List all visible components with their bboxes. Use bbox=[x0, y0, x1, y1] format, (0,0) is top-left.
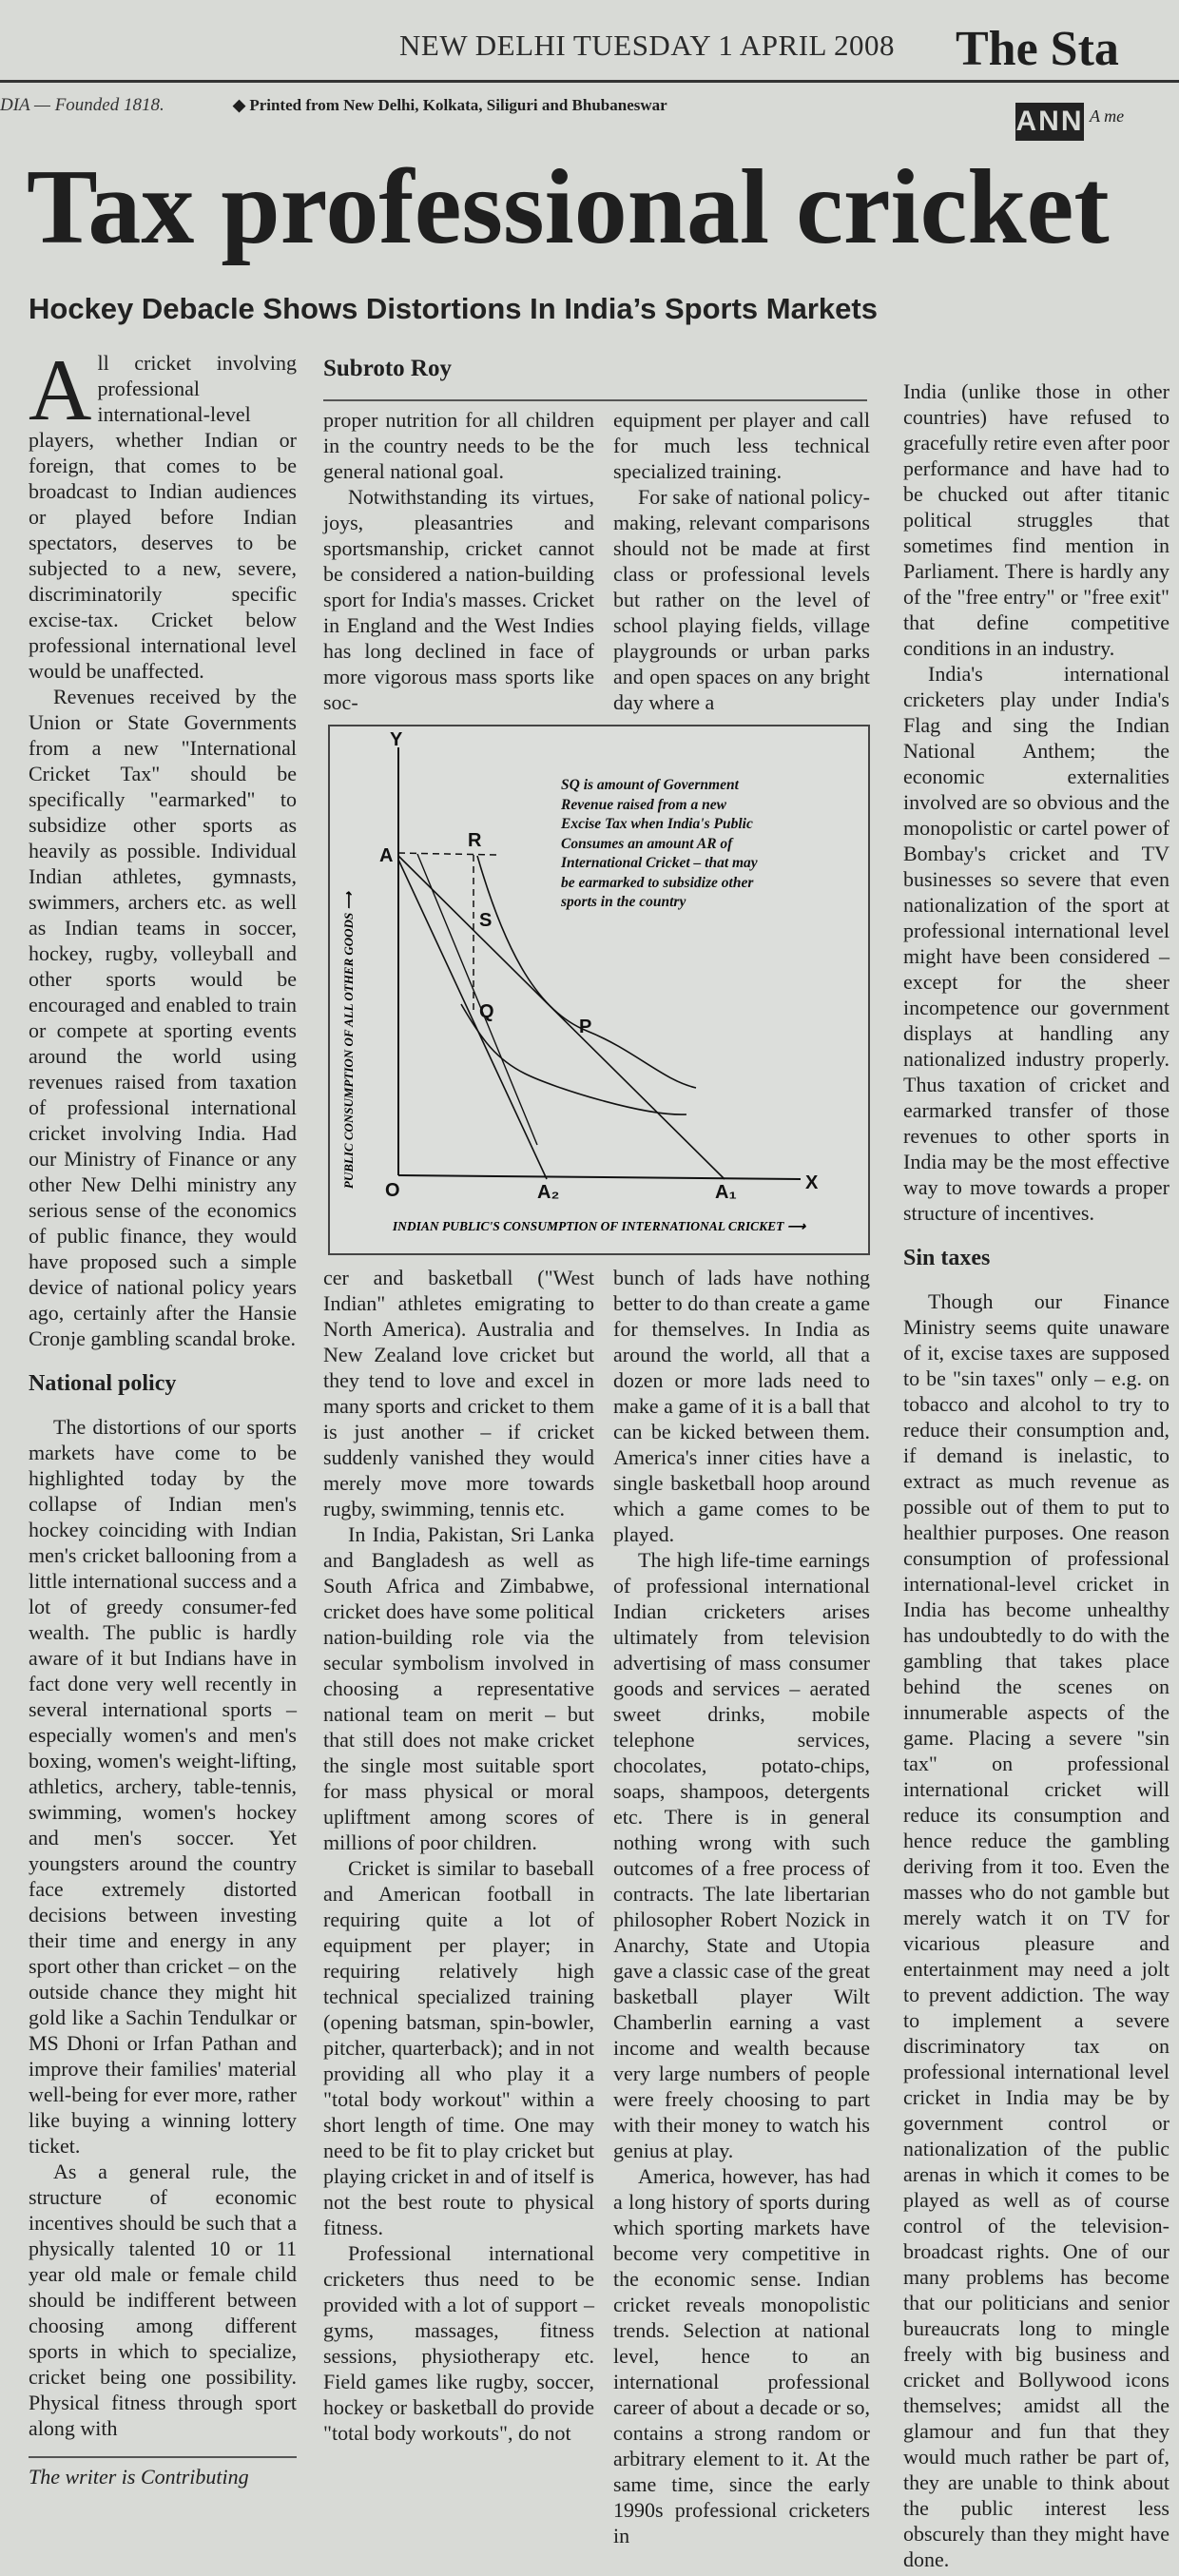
newspaper-masthead-logo: The Sta bbox=[956, 22, 1119, 76]
paragraph: The high life-time earnings of professional international Indian cricketers arises ultimately from television advertising of mass consumer goods and services – aerated sweet drinks, mobile telephone services, chocolates, potato-chips, soaps, shampoos, detergents etc. There is in general nothing wrong with such outcomes of a free process of contracts. The late libertarian philosopher Robert Nozick in Anarchy, State and Utopia gave a classic case of the great basketball player Wilt Chamberlin earning a vast income and wealth because very large numbers of people were freely choosing to part with their money to watch his genius at play. bbox=[613, 1548, 870, 2162]
paragraph-text: ll cricket involving professional international-level players, whether Indian or foreign, that comes to be broadcast to Indian audiences or played before Indian spectators, deserves to be subjected to a new, severe, discriminatorily specific excise-tax. Cricket below professional international level would be unaffected. bbox=[29, 351, 297, 683]
point-label-o: O bbox=[385, 1180, 400, 1201]
founded-line: DIA — Founded 1818. bbox=[0, 95, 164, 115]
dashed-line-ar bbox=[398, 853, 496, 855]
paragraph: America, however, has had a long history of sports during which sporting markets have become very competitive in the economic sense. Indian cricket reveals monopolistic trends. Selection at national level, hence to an international professional career of about a decade or so, contains a strong random or arbitrary element to it. At the same time, since the early 1990s professional cricketers in bbox=[613, 2164, 870, 2547]
dateline: NEW DELHI TUESDAY 1 APRIL 2008 bbox=[399, 29, 896, 62]
paragraph: Professional international cricketers thus need to be provided with a lot of support – gyms, massages, fitness sessions, physiotherapy etc. Field games like rugby, soccer, hockey or basketball do provide "total body workouts", do not bbox=[323, 2241, 594, 2445]
paragraph: equipment per player and call for much less technical specialized training. bbox=[613, 408, 870, 483]
paragraph: Cricket is similar to baseball and American football in requiring quite a lot of equipment per player; in requiring relatively high technical specialized training (opening batsman, spin-bowler, pitcher, quarterback); and in not providing all who play it a "total body workout" within a short length of time. One may need to be fit to play cricket but playing cricket in and of itself is not the best route to physical fitness. bbox=[323, 1856, 594, 2239]
budget-line-a-a2 bbox=[398, 860, 547, 1179]
economics-diagram bbox=[328, 725, 870, 1255]
article-column-1 bbox=[29, 341, 297, 2489]
paragraph: In India, Pakistan, Sri Lanka and Bangladesh as well as South Africa and Zimbabwe, cricket does have some political nation-building role via the secular symbolism involved in choosing a representative national team on merit – but that still does not make cricket the single most suitable sport for mass physical or moral upliftment among scores of millions of poor children. bbox=[323, 1522, 594, 1854]
tax-line bbox=[417, 854, 537, 1145]
point-label-a2: A₂ bbox=[537, 1182, 560, 1203]
point-label-x: X bbox=[805, 1172, 819, 1193]
drop-cap: A bbox=[29, 341, 92, 438]
masthead-rule bbox=[0, 80, 1179, 83]
paragraph: Notwithstanding its virtues, joys, pleasantries and sportsmanship, cricket cannot be considered a nation-building sport for India's masses. Cricket in England and the West Indies has long declined in face of more vigorous mass sports like soc- bbox=[323, 485, 594, 714]
article-column-2-top bbox=[323, 407, 594, 715]
paragraph: cer and basketball ("West Indian" athletes emigrating to North America). Australia and New Zealand love cricket but they tend to love and excel in many sports and cricket to them is just another – if cricket suddenly vanished they would merely move more towards rugby, swimming, tennis etc. bbox=[323, 1266, 594, 1520]
section-heading: Sin taxes bbox=[903, 1246, 991, 1270]
point-label-y: Y bbox=[390, 729, 403, 750]
point-label-a1: A₁ bbox=[715, 1182, 737, 1203]
section-heading: National policy bbox=[29, 1371, 177, 1396]
diagram-note: SQ is amount of Government Revenue raised from a new Excise Tax when India's Public Consumes an amount AR of International Cricket – that may be earmarked to subsidize other sports in the country bbox=[561, 777, 758, 910]
article-column-4 bbox=[903, 378, 1169, 2572]
paragraph: India's international cricketers play under India's Flag and sing the Indian National Anthem; the economic externalities involved are so obvious and the monopolistic or cartel power of Bombay's cricket and TV businesses so severe that even nationalization of the sport at professional international level might have been considered – except for the sheer incompetence our government displays at handling any nationalized industry properly. Thus taxation of cricket and earmarked transfer of those revenues to other sports in India may be the most effective way to move towards a proper structure of incentives. bbox=[903, 662, 1169, 1225]
x-axis bbox=[398, 1175, 801, 1179]
paragraph: proper nutrition for all children in the country needs to be the general national goal. bbox=[323, 408, 594, 483]
point-label-a: A bbox=[379, 845, 394, 866]
point-label-s: S bbox=[479, 910, 493, 931]
footer-rule bbox=[29, 2456, 297, 2458]
byline: Subroto Roy bbox=[323, 356, 452, 381]
indifference-curve-lower bbox=[461, 1004, 686, 1114]
paragraph: As a general rule, the structure of economic incentives should be such that a physically talented 10 or 11 year old male or female child should be indifferent between choosing among different sports in which to specialize, cricket being one possibility. Physical fitness through sport along with bbox=[29, 2160, 297, 2440]
point-label-p: P bbox=[579, 1017, 592, 1037]
article-column-2-bottom bbox=[323, 1265, 594, 2548]
point-label-q: Q bbox=[479, 1001, 494, 1022]
ann-logo: ANN bbox=[1015, 103, 1084, 141]
paragraph: For sake of national policy-making, relevant comparisons should not be made at first class or professional levels but rather on the level of school playing fields, village playgrounds or urban parks and open spaces on any bright day where a bbox=[613, 485, 870, 714]
article-column-3-bottom bbox=[613, 1265, 870, 2548]
y-axis-label: PUBLIC CONSUMPTION OF ALL OTHER GOODS ⟶ bbox=[341, 891, 356, 1190]
author-note: The writer is Contributing bbox=[29, 2465, 249, 2489]
paragraph: bunch of lads have nothing better to do than create a game for themselves. In India as around the world, all that a dozen or more lads need to make a game of it is a ball that can be kicked between them. America's inner cities have a single basketball hoop around which a game comes to be played. bbox=[613, 1266, 871, 1546]
paragraph bbox=[29, 341, 297, 684]
paragraph: India (unlike those in other countries) have refused to gracefully retire even after poor performance and have had to be chucked out after titanic political struggles that sometimes find mention in Parliament. There is hardly any of the "free entry" or "free exit" that define competitive conditions in an industry. bbox=[903, 379, 1169, 660]
printed-from-line: ◆ Printed from New Delhi, Kolkata, Siliguri and Bhubaneswar bbox=[233, 96, 667, 114]
subheadline: Hockey Debacle Shows Distortions In India’s Sports Markets bbox=[29, 292, 878, 325]
paragraph: The distortions of our sports markets have come to be highlighted today by the collapse of Indian men's hockey coinciding with Indian men's cricket ballooning from a little international success and a lot of greedy consumer-fed wealth. The public is hardly aware of it but Indians have in fact done very well recently in several international sports – especially women's and men's boxing, women's weight-lifting, athletics, archery, table-tennis, swimming, women's hockey and men's soccer. Yet youngsters around the country face extremely distorted decisions between investing their time and energy in any sport other than cricket – on the outside chance they might hit gold like a Sachin Tendulkar or MS Dhoni or Irfan Pathan and improve their families' material well-being for ever more, rather like buying a winning lottery ticket. bbox=[29, 1415, 297, 2158]
x-axis-label: INDIAN PUBLIC'S CONSUMPTION OF INTERNATIONAL CRICKET ⟶ bbox=[392, 1219, 806, 1233]
point-label-r: R bbox=[468, 830, 482, 851]
paragraph: Revenues received by the Union or State Governments from a new "International Cricket Tax" should be specifically "earmarked" to subsidize other sports as heavily as possible. Individual Indian athletes, gymnasts, swimmers, archers etc. as well as Indian teams in soccer, hockey, rugby, volleyball and other sports would be encouraged and enabled to train or compete at sporting events around the world using revenues raised from taxation of professional international cricket involving India. Had our Ministry of Finance or any other New Delhi ministry any serious sense of the economics of public finance, they would have proposed such a simple device of national policy years ago, certainly after the Hansie Cronje gambling scandal broke. bbox=[29, 685, 297, 1350]
byline-rule bbox=[323, 399, 867, 401]
middle-columns bbox=[323, 407, 870, 2548]
article-column-3-top bbox=[613, 407, 870, 715]
headline: Tax professional cricket bbox=[27, 148, 1110, 266]
paragraph: Though our Finance Ministry seems quite unaware of it, excise taxes are supposed to be "sin taxes" only – e.g. on tobacco and alcohol to try to reduce their consumption and, if demand is inelastic, to extract as much revenue as possible out of them to put to healthier purposes. One reason consumption of professional international-level cricket in India has become unhealthy has undoubtedly to do with the gambling that takes place behind the scenes on innumerable aspects of the game. Placing a severe "sin tax" on professional international cricket will reduce its consumption and hence reduce the gambling deriving from it too. Even the masses who do not gamble but merely watch it on TV for vicarious pleasure and entertainment may need a jolt to prevent addiction. The way to implement a severe discriminatory tax on professional international level cricket in India may be by government control or nationalization of the public arenas in which it comes to be played as well as of course control of the television-broadcast rights. One of our many problems has become that our politicians and senior bureaucrats long to mingle freely with big business and cricket and Bollywood icons themselves; amidst all the glamour and fun that they would much rather be part of, they are unable to think about the public interest less obscurely than they might have done. bbox=[903, 1289, 1169, 2571]
ann-tagline: A me bbox=[1090, 107, 1125, 126]
